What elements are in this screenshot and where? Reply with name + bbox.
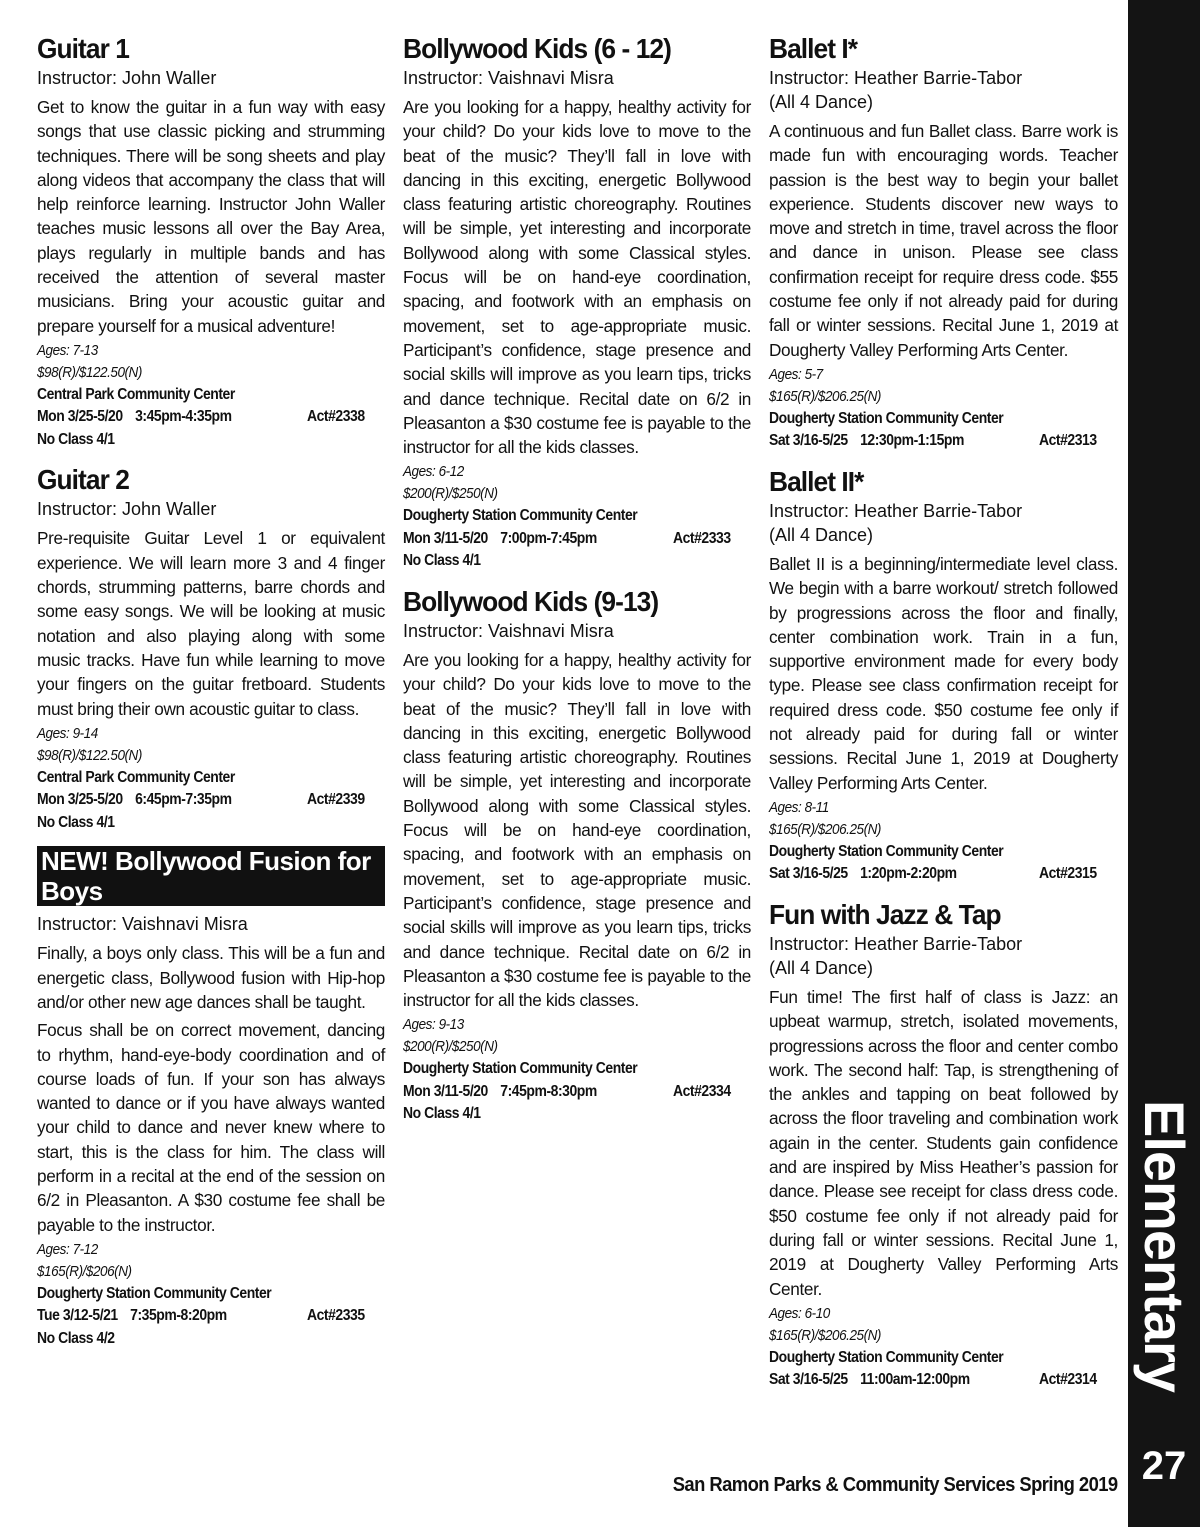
course-description: Pre-requisite Guitar Level 1 or equivalent experience. We will learn more 3 and 4 finger chords, strumming patterns, barre chords and some easy songs. We will be looking at music notation and also playing along with some music tracks. Have fun while learning to move your fingers on the guitar fretboard. Students must bring their own acoustic guitar to class. <box>37 528 385 719</box>
schedule-time: 1:20pm-2:20pm <box>860 865 957 883</box>
course-no-class: No Class 4/2 <box>37 1329 115 1347</box>
course-title: NEW! Bollywood Fusion for Boys <box>37 846 385 906</box>
schedule-time: 7:35pm-8:20pm <box>130 1307 227 1325</box>
course-price: $165(R)/$206.25(N) <box>769 1326 881 1344</box>
course-price: $165(R)/$206(N) <box>37 1262 132 1280</box>
schedule-date: Mon 3/25-5/20 <box>37 791 123 809</box>
course-listing <box>769 465 1118 886</box>
course-location: Dougherty Station Community Center <box>769 1348 1004 1366</box>
course-price: $200(R)/$250(N) <box>403 1038 498 1056</box>
schedule-date: Sat 3/16-5/25 <box>769 865 848 883</box>
course-ages: Ages: 7-12 <box>37 1240 98 1258</box>
course-instructor: Instructor: Heather Barrie-Tabor <box>769 68 1023 88</box>
course-title: Bollywood Kids (9-13) <box>403 585 659 617</box>
course-price: $200(R)/$250(N) <box>403 485 498 503</box>
course-title: Guitar 2 <box>37 464 129 496</box>
course-location: Central Park Community Center <box>37 768 235 786</box>
course-instructor: Instructor: Vaishnavi Misra <box>403 620 614 641</box>
course-title: Guitar 1 <box>37 33 129 64</box>
schedule-date: Tue 3/12-5/21 <box>37 1307 118 1325</box>
course-location: Dougherty Station Community Center <box>769 842 1004 860</box>
schedule-days <box>403 1081 673 1104</box>
course-schedule <box>37 1305 379 1328</box>
course-description: Get to know the guitar in a fun way with easy songs that use classic picking and strumming techniques. There will be song sheets and play along videos that accompany the class that will help reinforce learning. Instructor John Waller teaches music lessons all over the Bay Area, plays regularly in multiple bands and has received the attention of several master musicians. Bring your acoustic guitar and prepare yourself for a musical adventure! <box>37 97 385 336</box>
course-listing <box>37 32 385 451</box>
course-instructor: Instructor: Heather Barrie-Tabor <box>769 500 1023 521</box>
course-organization: (All 4 Dance) <box>769 92 874 112</box>
course-location: Dougherty Station Community Center <box>403 1060 638 1078</box>
schedule-days <box>769 863 1039 886</box>
activity-number: Act#2313 <box>1039 432 1097 450</box>
course-price: $98(R)/$122.50(N) <box>37 363 142 381</box>
schedule-time: 11:00am-12:00pm <box>860 1371 970 1389</box>
section-label: Elementary <box>1133 1100 1196 1392</box>
schedule-days <box>769 1369 1039 1392</box>
schedule-time: 7:00pm-7:45pm <box>500 529 597 547</box>
schedule-time: 12:30pm-1:15pm <box>860 432 964 450</box>
course-instructor: Instructor: Vaishnavi Misra <box>37 914 248 935</box>
course-instructor: Instructor: Vaishnavi Misra <box>403 68 614 88</box>
course-location: Dougherty Station Community Center <box>403 507 638 525</box>
activity-number: Act#2334 <box>673 1082 731 1100</box>
course-price: $165(R)/$206.25(N) <box>769 387 881 405</box>
course-title: Ballet I* <box>769 33 858 64</box>
course-instructor: Instructor: Heather Barrie-Tabor <box>769 933 1023 954</box>
course-ages: Ages: 7-13 <box>37 341 98 359</box>
course-organization: (All 4 Dance) <box>769 524 874 545</box>
course-listing <box>37 846 385 1350</box>
schedule-date: Mon 3/11-5/20 <box>403 529 488 547</box>
course-description: A continuous and fun Ballet class. Barre work is made fun with encouraging words. Teacher passion is the best way to begin your ballet experience. Students discover new ways to move and stretch in time, travel across the floor and dance in unison. Please see class confirmation receipt for require dress code. $55 costume fee only if not already paid for during fall or winter sessions. Recital June 1, 2019 at Dougherty Valley Performing Arts Center. <box>769 121 1118 360</box>
course-no-class: No Class 4/1 <box>37 430 115 448</box>
course-no-class: No Class 4/1 <box>37 813 115 831</box>
schedule-date: Sat 3/16-5/25 <box>769 1371 848 1389</box>
activity-number: Act#2314 <box>1039 1371 1097 1389</box>
course-title: Fun with Jazz & Tap <box>769 898 1001 930</box>
course-price: $98(R)/$122.50(N) <box>37 746 142 764</box>
course-description: Focus shall be on correct movement, dancing to rhythm, hand-eye-body coordination and of course loads of fun. If your son has always wanted to dance or if you have always wanted your child to dance and never knew where to start, this is the class for him. The class will perform in a recital at the end of the session on 6/2 in Pleasanton. A $30 costume fee shall be payable to the instructor. <box>37 1020 385 1235</box>
course-ages: Ages: 5-7 <box>769 365 823 383</box>
course-ages: Ages: 6-12 <box>403 463 464 481</box>
course-schedule <box>403 528 745 551</box>
column-2 <box>403 32 751 1138</box>
course-organization: (All 4 Dance) <box>769 957 874 978</box>
schedule-time: 6:45pm-7:35pm <box>135 791 232 809</box>
course-listing <box>403 585 751 1126</box>
course-description: Finally, a boys only class. This will be a fun and energetic class, Bollywood fusion with Hip-hop and/or other new age dances shall be taught. <box>37 943 385 1012</box>
page-number: 27 <box>1141 1444 1187 1488</box>
column-1 <box>37 32 385 1362</box>
schedule-date: Sat 3/16-5/25 <box>769 432 848 450</box>
course-schedule <box>37 406 379 429</box>
schedule-days <box>769 430 1039 453</box>
schedule-time: 3:45pm-4:35pm <box>135 408 232 426</box>
course-ages: Ages: 9-14 <box>37 724 98 742</box>
course-instructor: Instructor: John Waller <box>37 68 217 88</box>
schedule-time: 7:45pm-8:30pm <box>500 1082 597 1100</box>
column-3 <box>769 32 1118 1404</box>
course-listing <box>769 32 1118 453</box>
schedule-date: Mon 3/25-5/20 <box>37 408 123 426</box>
course-ages: Ages: 8-11 <box>769 798 829 816</box>
course-title: Ballet II* <box>769 465 864 497</box>
schedule-days <box>37 406 307 429</box>
activity-number: Act#2338 <box>307 408 365 426</box>
course-instructor: Instructor: John Waller <box>37 499 217 520</box>
course-schedule <box>403 1081 745 1104</box>
course-listing <box>403 32 751 573</box>
course-location: Central Park Community Center <box>37 385 235 403</box>
schedule-days <box>37 1305 307 1328</box>
course-location: Dougherty Station Community Center <box>37 1284 272 1302</box>
course-schedule <box>37 789 379 812</box>
course-description: Are you looking for a happy, healthy activity for your child? Do your kids love to move to the beat of the music? They’ll fall in love with dancing in this exciting, energetic Bollywood class featuring artistic choreography. Routines will be simple, yet interesting and incorporate Bollywood along with some Classical styles. Focus will be on hand-eye coordination, spacing, and footwork with an emphasis on movement, set to age-appropriate music. Participant’s confidence, stage presence and social skills will improve as you learn tips, tricks and dance technique. Recital date on 6/2 in Pleasanton a $30 costume fee is payable to the instructor for all the kids classes. <box>403 97 751 458</box>
activity-number: Act#2315 <box>1039 865 1097 883</box>
course-title: Bollywood Kids (6 - 12) <box>403 33 671 64</box>
schedule-days <box>37 789 307 812</box>
course-description: Ballet II is a beginning/intermediate level class. We begin with a barre workout/ stretch followed by progressions across the floor and finally, center combination work. Train in a fun, supportive environment made for every body type. Please see class confirmation receipt for required dress code. $50 costume fee only if not already paid for during fall or winter sessions. Recital June 1, 2019 at Dougherty Valley Performing Arts Center. <box>769 553 1118 793</box>
course-price: $165(R)/$206.25(N) <box>769 820 881 838</box>
course-description: Are you looking for a happy, healthy activity for your child? Do your kids love to move to the beat of the music? They’ll fall in love with dancing in this exciting, energetic Bollywood class featuring artistic choreography. Routines will be simple, yet interesting and incorporate Bollywood along with some Classical styles. Focus will be on hand-eye coordination, spacing, and footwork with an emphasis on movement, set to age-appropriate music. Participant’s confidence, stage presence and social skills will improve as you learn tips, tricks and dance technique. Recital date on 6/2 in Pleasanton a $30 costume fee is payable to the instructor for all the kids classes. <box>403 649 751 1011</box>
course-description: Fun time! The first half of class is Jazz: an upbeat warmup, stretch, isolated movements, progressions across the floor and center combo work. The second half: Tap, is strengthening of the ankles and tapping on beat followed by across the floor traveling and combination work again in the center. Students gain confidence and are inspired by Miss Heather’s passion for dance. Please see receipt for class dress code. $50 costume fee only if not already paid for during fall or winter sessions. Recital June 1, 2019 at Dougherty Valley Performing Arts Center. <box>769 986 1118 1299</box>
course-listing <box>769 898 1118 1392</box>
course-schedule <box>769 1369 1111 1392</box>
course-ages: Ages: 6-10 <box>769 1304 830 1322</box>
course-no-class: No Class 4/1 <box>403 552 481 570</box>
course-schedule <box>769 863 1111 886</box>
course-ages: Ages: 9-13 <box>403 1016 464 1034</box>
course-schedule <box>769 430 1111 453</box>
page-footer: San Ramon Parks & Community Services Spring 2019 <box>673 1474 1118 1496</box>
course-no-class: No Class 4/1 <box>403 1105 481 1123</box>
activity-number: Act#2339 <box>307 791 365 809</box>
schedule-date: Mon 3/11-5/20 <box>403 1082 488 1100</box>
activity-number: Act#2333 <box>673 529 731 547</box>
course-listing <box>37 463 385 834</box>
activity-number: Act#2335 <box>307 1307 365 1325</box>
schedule-days <box>403 528 673 551</box>
course-location: Dougherty Station Community Center <box>769 409 1004 427</box>
